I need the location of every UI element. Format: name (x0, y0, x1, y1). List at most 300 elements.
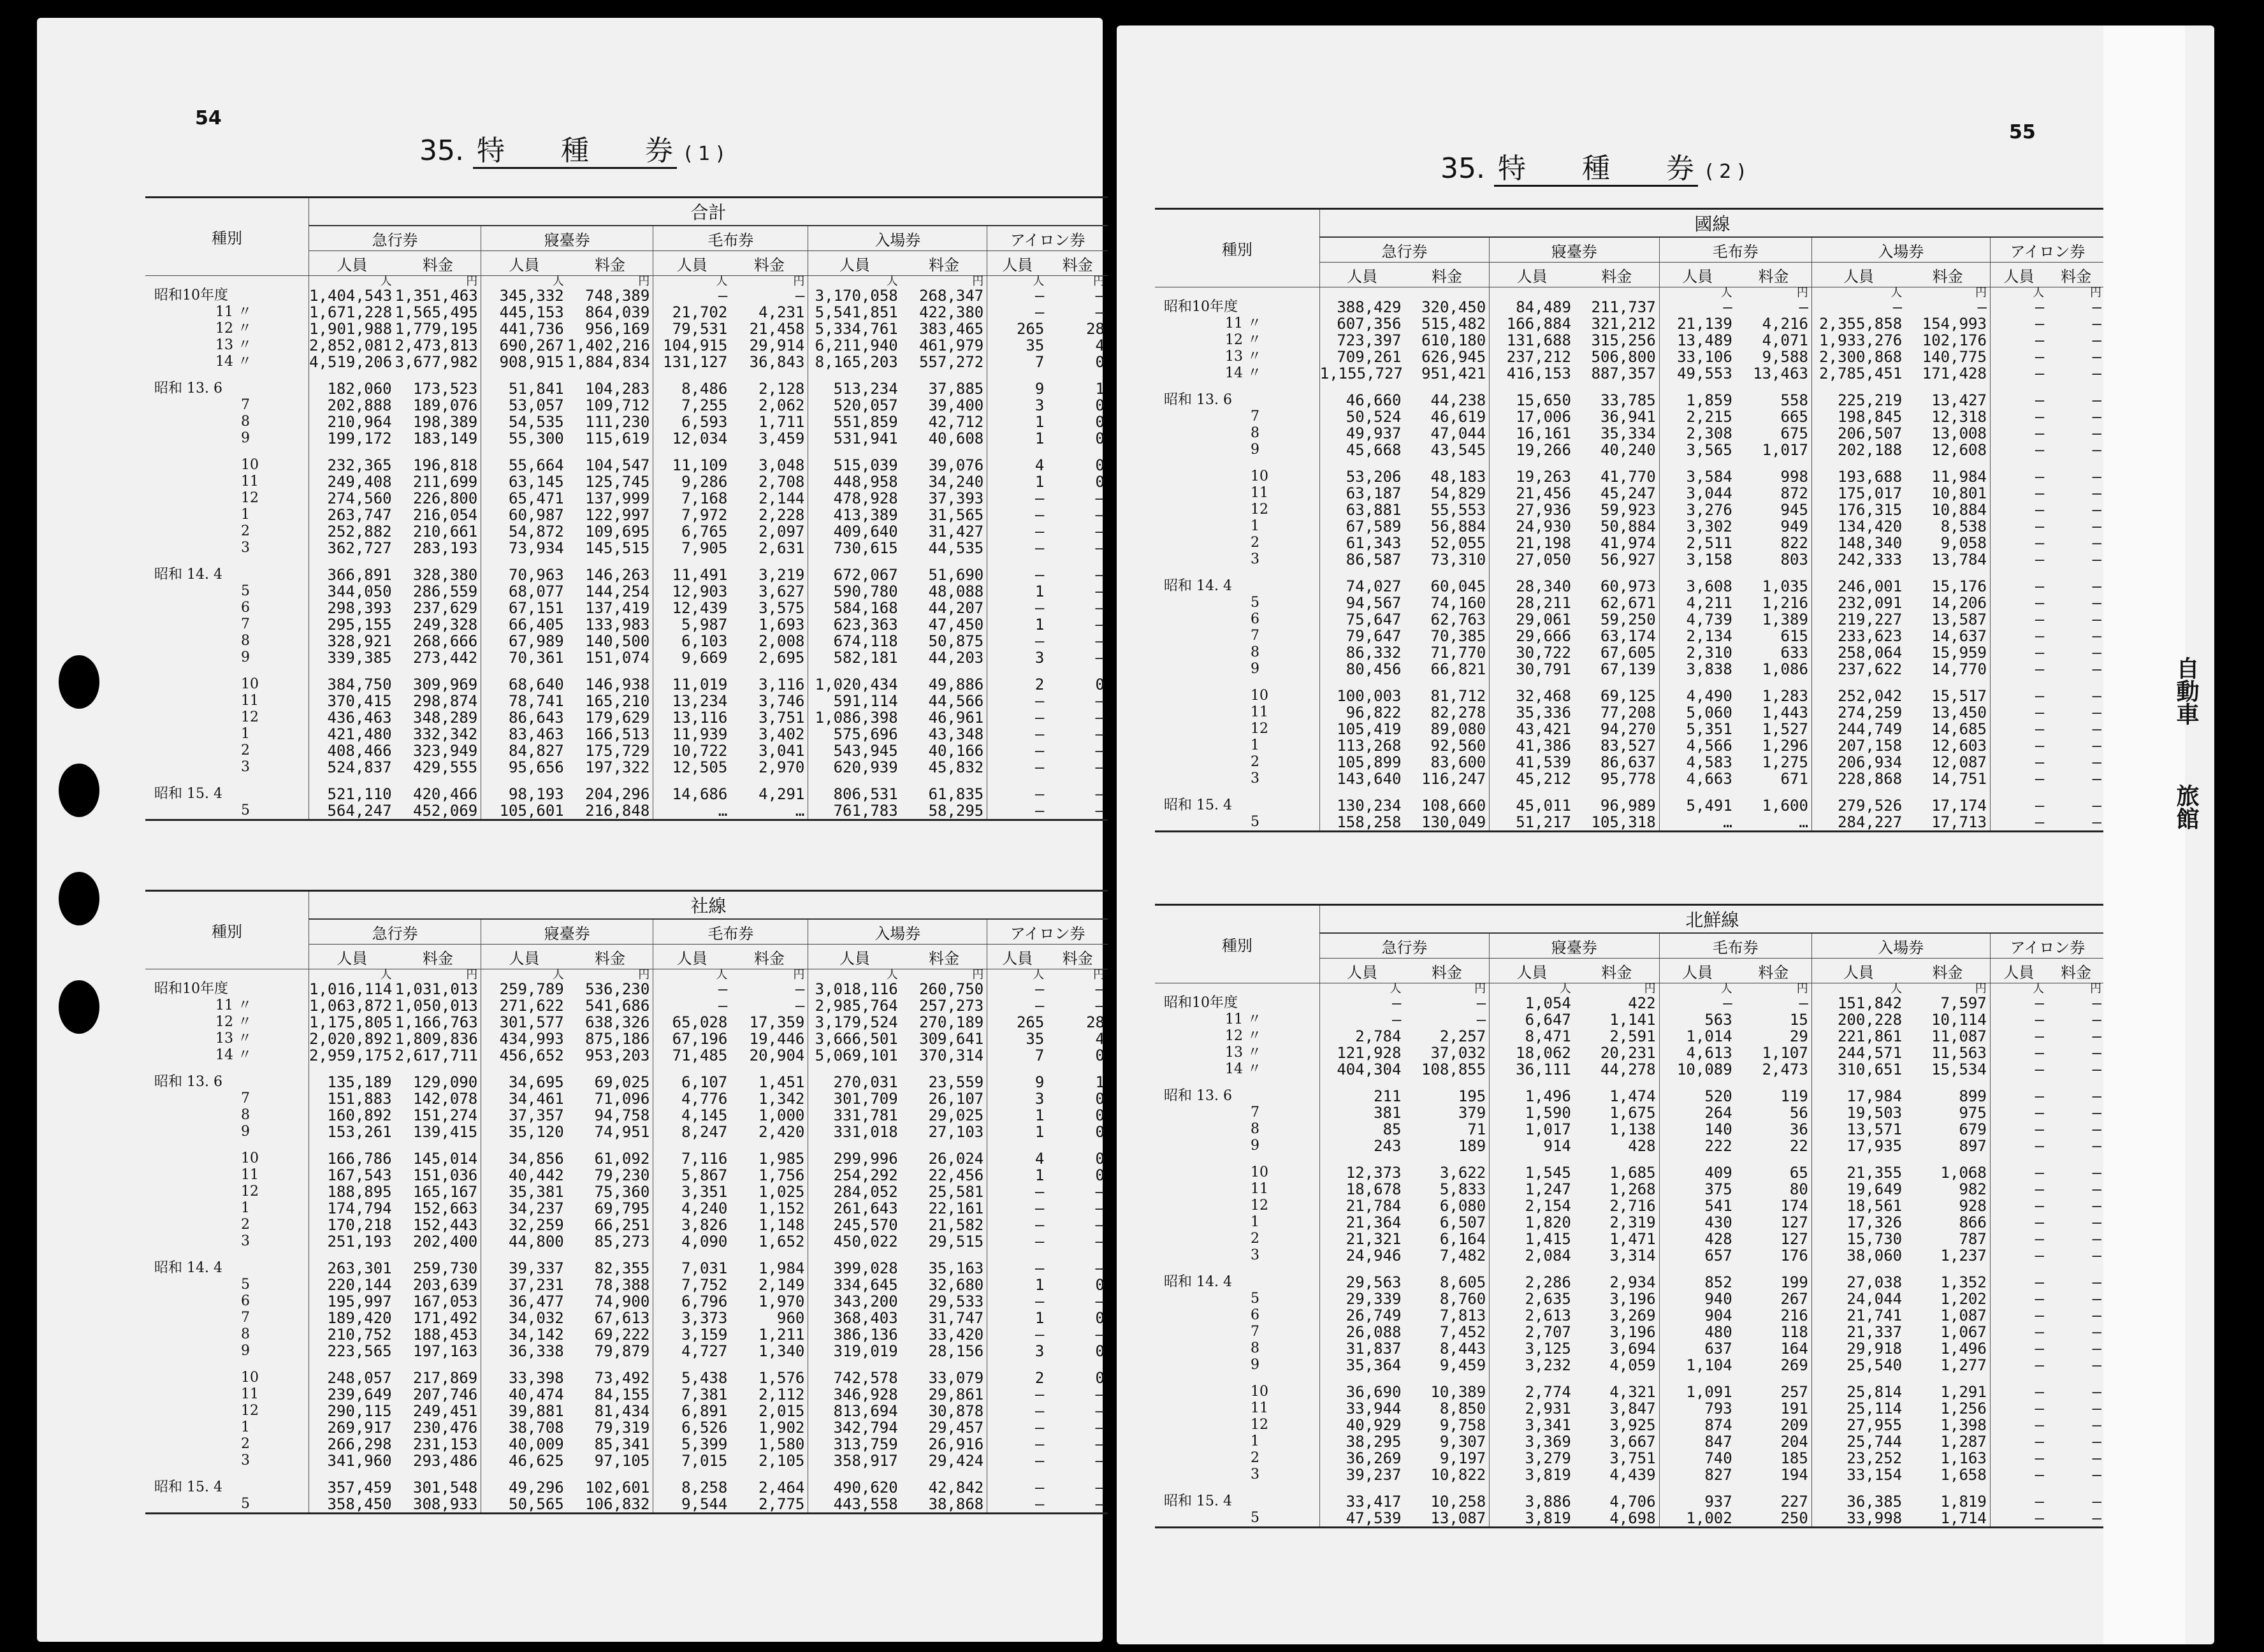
table-row (1155, 628, 2105, 644)
table-cell: 345,332 (481, 287, 567, 304)
table-cell: 531,941 (808, 430, 901, 447)
table-cell: 80 (1789, 1180, 1808, 1198)
table-cell: 77,208 (1600, 704, 1656, 721)
table-cell: 2,300,868 (1811, 349, 1905, 365)
table-row (145, 540, 1108, 556)
table-cell: — (987, 693, 1048, 709)
table-cell: — (987, 1217, 1048, 1233)
table-cell: — (1319, 1011, 1404, 1028)
table-row (145, 1419, 1108, 1436)
table-cell: 137,999 (585, 489, 650, 507)
table-cell: 4,583 (1659, 754, 1736, 771)
row-label: 7 (241, 1090, 250, 1106)
category-header: 寢臺券 (481, 919, 653, 945)
table-cell: 29,061 (1490, 611, 1574, 628)
sub-header: 料金 (1574, 959, 1659, 983)
table-cell: — (2092, 331, 2101, 349)
table-cell: — (1990, 1154, 2047, 1181)
table-cell: 237,629 (413, 599, 478, 617)
table-cell: 1 (1095, 1073, 1105, 1091)
table-cell: 1,756 (758, 1166, 805, 1184)
unit-cell (145, 969, 309, 982)
table-cell: 2,775 (758, 1495, 805, 1513)
table-cell: 1,016,114 (309, 981, 395, 997)
category-header: アイロン券 (1990, 933, 2105, 959)
table-cell: — (795, 997, 805, 1015)
table-row (1155, 1045, 2105, 1061)
table-cell: — (2092, 408, 2101, 426)
table-cell: 1,277 (1940, 1356, 1987, 1374)
sub-header: 人員 (808, 945, 901, 969)
table-cell: 3,584 (1659, 458, 1736, 485)
table-cell: — (2092, 298, 2101, 316)
table-cell: 38,868 (928, 1495, 984, 1513)
table-row (145, 1469, 1108, 1496)
table-cell: 43,545 (1430, 441, 1486, 459)
table-cell: 59,923 (1600, 501, 1656, 519)
table-cell: 4 (987, 1140, 1048, 1167)
binding-hole (59, 655, 99, 709)
sub-header: 料金 (1736, 959, 1812, 983)
sub-header: 人員 (987, 945, 1048, 969)
sub-header: 料金 (901, 945, 987, 969)
row-label: 10 (1251, 688, 1268, 704)
category-header: 寢臺券 (1490, 237, 1659, 263)
table-cell: 70,385 (1430, 627, 1486, 645)
table-cell: 39,400 (928, 396, 984, 414)
binding-hole (59, 980, 99, 1034)
category-header: 毛布券 (653, 919, 808, 945)
table-cell: 171,492 (413, 1309, 478, 1327)
table-cell: — (1990, 1078, 2047, 1105)
table-cell: 17,984 (1811, 1078, 1905, 1105)
table-row (1155, 1121, 2105, 1138)
unit-cell: 円 (2090, 982, 2101, 996)
table-cell: — (1990, 611, 2047, 628)
table-cell: 43,348 (928, 725, 984, 743)
table-cell: 9,544 (653, 1496, 731, 1514)
table-cell: — (987, 1419, 1048, 1436)
table-cell: — (1095, 303, 1105, 321)
table-row (145, 370, 1108, 397)
table-cell: — (2092, 534, 2101, 552)
table-cell: 216 (1780, 1307, 1808, 1324)
table-cell: 204,296 (585, 785, 650, 803)
table-row (1155, 644, 2105, 661)
table-cell: 38,060 (1811, 1247, 1905, 1264)
table-cell: 26,088 (1319, 1324, 1404, 1340)
table-cell: 2,934 (1609, 1273, 1656, 1291)
table-cell: 346,928 (808, 1386, 901, 1403)
table-row (145, 981, 1108, 997)
table-cell: 65 (1789, 1164, 1808, 1182)
table-cell: 3,746 (758, 692, 805, 710)
table-cell: — (2092, 1180, 2101, 1198)
table-cell: 1,152 (758, 1199, 805, 1217)
table-cell: 1,404,543 (309, 287, 395, 304)
table-cell: 69,795 (594, 1199, 650, 1217)
table-cell: 408,466 (309, 743, 395, 759)
table-cell: 301,577 (481, 1014, 567, 1031)
row-label: 9 (241, 430, 250, 446)
table-cell: 80,456 (1319, 661, 1404, 677)
table-cell: 422,380 (919, 303, 984, 321)
table-cell: — (1095, 725, 1105, 743)
table-cell: — (2092, 1416, 2101, 1434)
table-cell: 73,310 (1430, 551, 1486, 569)
row-label: 12 (1251, 1417, 1268, 1433)
table-cell: 2,473,813 (395, 337, 478, 354)
table-row (1155, 1078, 2105, 1105)
table-cell: — (987, 1436, 1048, 1453)
table-cell: 18,062 (1490, 1045, 1574, 1061)
sub-header: 料金 (395, 945, 481, 969)
table-cell: 4,231 (758, 303, 805, 321)
table-cell: — (2092, 1061, 2101, 1078)
table-cell: 270,031 (808, 1064, 901, 1090)
table-cell: 428 (1659, 1231, 1736, 1247)
table-cell: 2,149 (758, 1276, 805, 1294)
table-cell: — (1990, 737, 2047, 754)
table-cell: 85 (1319, 1121, 1404, 1138)
table-cell: — (2092, 627, 2101, 645)
table-cell: — (1095, 506, 1105, 524)
table-cell: — (1990, 1214, 2047, 1231)
page-number: 55 (2009, 121, 2036, 143)
table-cell: 21,456 (1490, 485, 1574, 502)
table-cell: 1,527 (1762, 720, 1808, 738)
table-cell: 334,645 (808, 1277, 901, 1293)
table-cell: 242,333 (1811, 551, 1905, 568)
table-cell: 1,050,013 (395, 997, 478, 1015)
table-cell: 40,240 (1600, 441, 1656, 459)
table-cell: — (2092, 1104, 2101, 1122)
table-row (145, 1436, 1108, 1453)
table-cell: 197,322 (585, 758, 650, 776)
table-cell: 1,067 (1940, 1323, 1987, 1341)
table-cell: 37,393 (928, 489, 984, 507)
table-cell: 386,136 (808, 1326, 901, 1343)
table-cell: 13,450 (1931, 704, 1987, 721)
table-cell: — (1095, 523, 1105, 540)
table-cell: 109,712 (585, 396, 650, 414)
row-label: 12 〃 (215, 321, 252, 337)
table-cell: 0 (1095, 456, 1105, 474)
table-cell: 24,946 (1319, 1247, 1404, 1264)
right-page (1117, 25, 2214, 1644)
table-cell: 40,608 (928, 430, 984, 447)
sub-header: 人員 (1659, 263, 1736, 287)
unit-cell: 円 (1975, 286, 1987, 300)
table-cell: 54,535 (481, 414, 567, 430)
table-cell: 49,886 (928, 676, 984, 693)
table-cell: 38,295 (1319, 1433, 1404, 1450)
unit-cell (1155, 287, 1319, 300)
row-label: 8 (241, 633, 250, 649)
table-cell: 998 (1780, 468, 1808, 486)
table-cell: 210,964 (309, 414, 395, 430)
table-row (145, 1233, 1108, 1250)
side-tab-inn: 旅館 (2173, 784, 2200, 830)
table-cell: 1 (1095, 380, 1105, 398)
table-cell: 3,886 (1490, 1483, 1574, 1510)
table-cell: 202,888 (309, 397, 395, 414)
table-cell: 25,814 (1811, 1373, 1905, 1400)
table-cell: 740 (1659, 1450, 1736, 1467)
table-cell: 3,232 (1490, 1357, 1574, 1373)
table-cell: 69,125 (1600, 687, 1656, 705)
table-cell: 9 (987, 1064, 1048, 1090)
table-cell: 0 (1095, 1047, 1105, 1064)
category-header: 入場券 (808, 919, 987, 945)
unit-cell: 円 (466, 968, 478, 982)
table-cell: — (1659, 995, 1736, 1011)
table-row (1155, 349, 2105, 365)
table-cell: 315,256 (1591, 331, 1656, 349)
table-cell: 38,708 (481, 1419, 567, 1436)
table-cell: 852 (1659, 1264, 1736, 1291)
table-cell: 1,216 (1762, 594, 1808, 612)
table-row (145, 743, 1108, 759)
table-cell: 102,601 (585, 1479, 650, 1496)
table-cell: 1,340 (758, 1342, 805, 1360)
table-cell: 74,027 (1319, 568, 1404, 595)
table-cell: 6,891 (653, 1403, 731, 1419)
table-cell: 3,819 (1490, 1467, 1574, 1483)
table-cell: 42,712 (928, 413, 984, 431)
table-cell: — (2092, 365, 2101, 382)
sub-header: 料金 (730, 945, 808, 969)
table-cell: 1,496 (1940, 1340, 1987, 1358)
table-cell: 8,443 (1439, 1340, 1486, 1358)
table-cell: — (1095, 997, 1105, 1015)
table-cell: 252,882 (309, 523, 395, 540)
table-cell: 3,751 (1609, 1449, 1656, 1467)
table-row (145, 1453, 1108, 1469)
table-cell: 118 (1780, 1323, 1808, 1341)
category-header: 急行券 (1319, 237, 1489, 263)
table-cell: 404,304 (1319, 1061, 1404, 1078)
table-cell: — (987, 287, 1048, 304)
table-cell: 73,934 (481, 540, 567, 556)
sub-header: 人員 (309, 945, 395, 969)
table-cell: 198,389 (413, 413, 478, 431)
table-cell: 0 (1095, 1309, 1105, 1327)
table-cell: 12,505 (653, 759, 731, 776)
table-cell: 151,842 (1811, 995, 1905, 1011)
row-label: 3 (1251, 771, 1259, 786)
table-cell: 232,091 (1811, 595, 1905, 611)
table-cell: 40,442 (481, 1167, 567, 1184)
table-cell: 1,471 (1609, 1230, 1656, 1248)
table-cell: 3,369 (1490, 1433, 1574, 1450)
table-cell: — (1990, 1061, 2047, 1078)
table-national-lines (1155, 208, 2105, 832)
table-cell: 63,145 (481, 474, 567, 490)
table-cell: 4,321 (1609, 1383, 1656, 1401)
table-row (145, 1184, 1108, 1200)
table-row (1155, 1214, 2105, 1231)
table-cell: 2,257 (1439, 1027, 1486, 1045)
table-cell: 41,770 (1600, 468, 1656, 486)
table-cell: — (1990, 1181, 2047, 1198)
unit-cell: 円 (1093, 275, 1105, 288)
table-cell: 2,785,451 (1811, 365, 1905, 382)
table-cell: — (1990, 1433, 2047, 1450)
table-cell: 92,560 (1430, 737, 1486, 755)
table-cell: 34,032 (481, 1310, 567, 1326)
table-cell: — (2092, 1247, 2101, 1264)
table-cell: 33,106 (1659, 349, 1736, 365)
table-cell: 3,667 (1609, 1433, 1656, 1451)
row-label: 昭和10年度 (154, 287, 228, 303)
table-cell: — (2092, 1214, 2101, 1231)
table-cell: 284,052 (808, 1184, 901, 1200)
table-cell: 97,105 (594, 1452, 650, 1470)
table-cell: — (1095, 489, 1105, 507)
table-cell: — (987, 1326, 1048, 1343)
table-cell: 220,144 (309, 1277, 395, 1293)
table-cell: 7,381 (653, 1386, 731, 1403)
table-cell: 4 (987, 447, 1048, 474)
table-cell: 143,640 (1319, 771, 1404, 787)
row-label: 昭和 13. 6 (1164, 1088, 1232, 1104)
table-cell: 115,619 (585, 430, 650, 447)
table-cell: 15 (1789, 1011, 1808, 1029)
row-label: 3 (241, 540, 250, 556)
table-cell: 96,822 (1319, 704, 1404, 721)
table-cell: 383,465 (919, 320, 984, 338)
table-cell: 52,055 (1430, 534, 1486, 552)
table-cell: — (2092, 551, 2101, 569)
table-cell: 3,925 (1609, 1416, 1656, 1434)
table-cell: 8,605 (1439, 1273, 1486, 1291)
table-cell: 637 (1659, 1340, 1736, 1357)
table-cell: — (987, 997, 1048, 1014)
table-cell: 1,580 (758, 1435, 805, 1453)
table-cell: 244,571 (1811, 1045, 1905, 1061)
sub-header: 人員 (309, 251, 395, 276)
table-cell: — (1977, 298, 1987, 316)
table-private-lines (145, 890, 1108, 1514)
table-cell: 36,690 (1319, 1373, 1404, 1400)
table-cell: 21,321 (1319, 1231, 1404, 1247)
table-cell: 45,011 (1490, 787, 1574, 814)
table-cell: 41,539 (1490, 754, 1574, 771)
table-cell: 399,028 (808, 1250, 901, 1277)
table-cell: 6,107 (653, 1064, 731, 1090)
table-cell: — (1095, 785, 1105, 803)
table-cell: 63,187 (1319, 485, 1404, 502)
table-cell: 79,319 (594, 1419, 650, 1437)
table-cell: — (2092, 424, 2101, 442)
table-cell: 95,656 (481, 759, 567, 776)
table-cell: 1,296 (1762, 737, 1808, 755)
table-cell: 15,176 (1931, 577, 1987, 595)
row-label: 12 〃 (1225, 332, 1261, 348)
table-cell: 308,933 (413, 1495, 478, 1513)
table-cell: 89,080 (1430, 720, 1486, 738)
table-cell: 44,535 (928, 539, 984, 557)
table-row (1155, 1324, 2105, 1340)
table-row (145, 600, 1108, 616)
table-cell: 3,666,501 (808, 1031, 901, 1047)
table-cell: 1,138 (1609, 1120, 1656, 1138)
table-cell: 2,716 (1609, 1197, 1656, 1215)
table-cell: 584,168 (808, 600, 901, 616)
category-header: 急行券 (309, 919, 481, 945)
table-cell: 7,813 (1439, 1307, 1486, 1324)
table-cell: 140 (1659, 1121, 1736, 1138)
table-cell: 2,215 (1659, 409, 1736, 425)
table-cell: 222 (1659, 1138, 1736, 1154)
table-cell: 55,553 (1430, 501, 1486, 519)
table-cell: 131,688 (1490, 332, 1574, 349)
table-cell: 166,786 (309, 1140, 395, 1167)
table-cell: 2,310 (1659, 644, 1736, 661)
table-cell: 357,459 (309, 1469, 395, 1496)
row-label: 3 (241, 1453, 250, 1468)
table-cell: 2,228 (758, 506, 805, 524)
table-cell: 257,273 (919, 997, 984, 1015)
table-cell: 83,527 (1600, 737, 1656, 755)
table-cell: 1,031,013 (395, 980, 478, 998)
table-cell: 68,640 (481, 666, 567, 693)
table-cell: 50,565 (481, 1496, 567, 1514)
table-cell: 257 (1780, 1383, 1808, 1401)
table-cell: 14,206 (1931, 594, 1987, 612)
table-cell: — (2092, 1307, 2101, 1324)
row-label: 5 (241, 1277, 250, 1293)
table-cell: — (2092, 753, 2101, 771)
table-cell: — (1990, 644, 2047, 661)
table-cell: 39,237 (1319, 1467, 1404, 1483)
row-label: 12 (241, 709, 259, 725)
table-cell: 3,819 (1490, 1510, 1574, 1528)
table-cell: 331,018 (808, 1124, 901, 1140)
table-cell: 67,613 (594, 1309, 650, 1327)
table-cell: 633 (1780, 644, 1808, 662)
table-cell: 267 (1780, 1290, 1808, 1308)
table-cell: 937 (1659, 1483, 1736, 1510)
table-cell: — (1990, 1247, 2047, 1264)
table-cell: 50,884 (1600, 518, 1656, 535)
table-cell: 35,120 (481, 1124, 567, 1140)
table-row (145, 1140, 1108, 1167)
table-row (145, 1250, 1108, 1277)
table-cell: 12,439 (653, 600, 731, 616)
table-cell: 3,018,116 (808, 981, 901, 997)
table-cell: 1,389 (1762, 611, 1808, 628)
table-cell: 135,189 (309, 1064, 395, 1090)
table-cell: 6,796 (653, 1293, 731, 1310)
table-cell: 730,615 (808, 540, 901, 556)
row-label: 11 (1251, 1181, 1268, 1197)
row-label: 2 (1251, 535, 1259, 551)
row-label: 12 〃 (1225, 1028, 1261, 1044)
table-cell: — (1095, 649, 1105, 667)
table-row (1155, 595, 2105, 611)
table-cell: 223,565 (309, 1343, 395, 1359)
table-cell: — (2092, 1197, 2101, 1215)
table-cell: 5,491 (1659, 787, 1736, 814)
table-cell: 7,972 (653, 507, 731, 523)
table-cell: 2,970 (758, 758, 805, 776)
table-cell: 1,984 (758, 1259, 805, 1277)
row-label: 3 (1251, 551, 1259, 567)
table-cell: 13,008 (1931, 424, 1987, 442)
table-cell: 10,822 (1430, 1466, 1486, 1484)
